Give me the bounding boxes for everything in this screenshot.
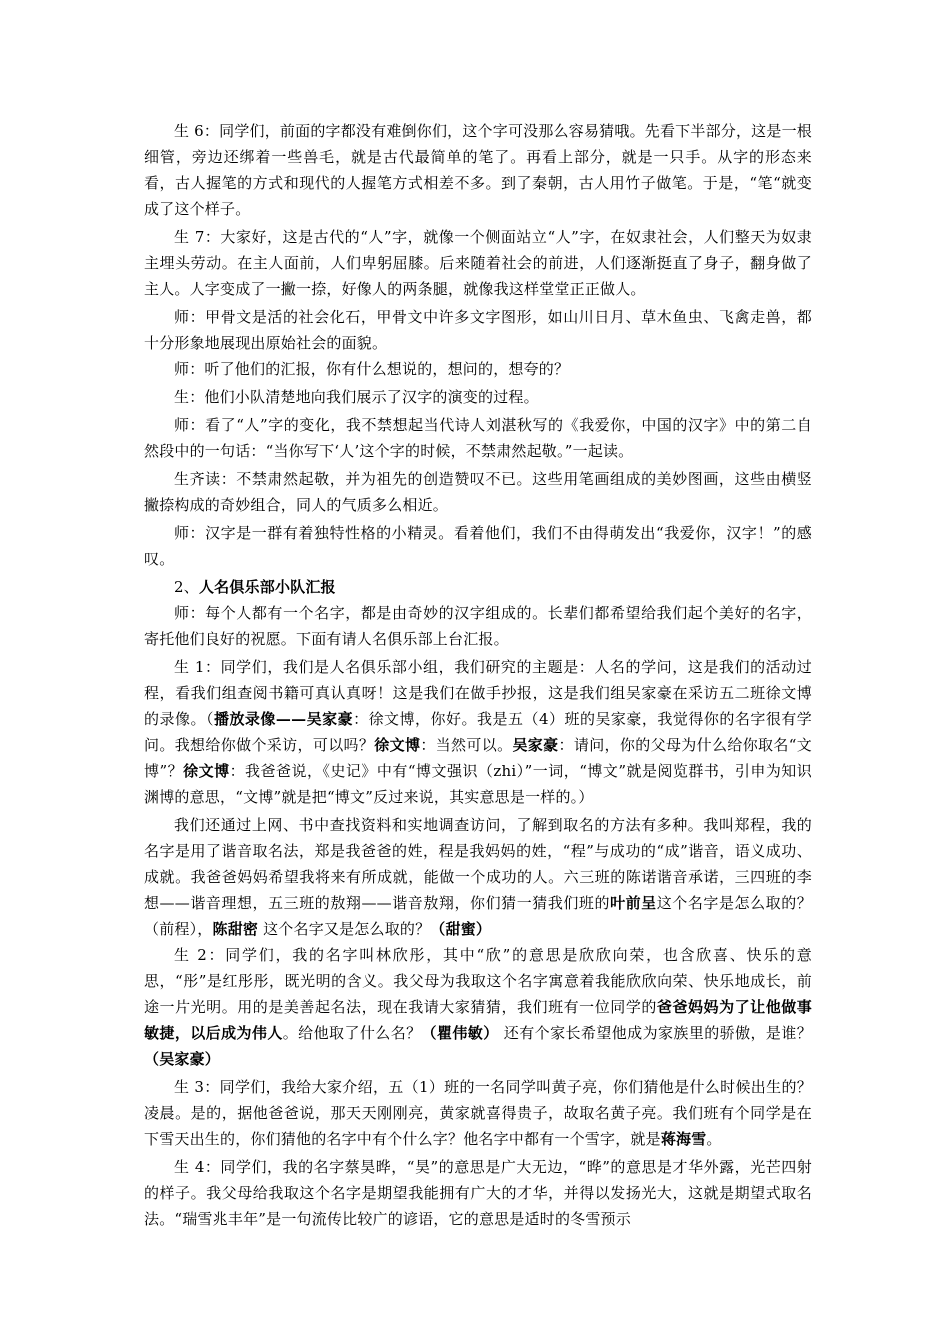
paragraph-teacher-oracle-bone: 师：甲骨文是活的社会化石，甲骨文中许多文字图形，如山川日月、草木鱼虫、飞禽走兽，都十分形象地展现出原始社会的面貌。 xyxy=(144,308,812,352)
paragraph-student1: 生 1：同学们，我们是人名俱乐部小组，我们研究的主题是：人名的学问，这是我们的活动过程，看我们组查阅书籍可真认真呀！这是我们在做手抄报，这是我们组吴家豪在采访五二班徐文博的录像。（播放录像——吴家豪：徐文博，你好。我是五（4）班的吴家豪，我觉得你的名字很有学问。我想给你做个采访，可以吗？徐文博：当然可以。吴家豪：请问，你的父母为什么给你取名“文博”？徐文博：我爸爸说，《史记》中有“博文强识（zhi）”一词，“博文”就是阅览群书，引申为知识渊博的意思，“文博”就是把“博文”反过来说，其实意思是一样的。） xyxy=(144,658,812,806)
section-title: 人名俱乐部小队汇报 xyxy=(198,578,336,596)
paragraph-naming-methods: 我们还通过上网、书中查找资料和实地调查访问，了解到取名的方法有多种。我叫郑程，我的名字是用了谐音取名法，郑是我爸爸的姓，程是我妈妈的姓，“程”与成功的“成”谐音，语义成功、成就。我爸爸妈妈希望我将来有所成就，能做一个成功的人。六三班的陈诺谐音承诺，三四班的李想——谐音理想，五三班的敖翔——谐音敖翔，你们猜一猜我们班的叶前呈这个名字是怎么取的？（前程），陈甜密 这个名字又是怎么取的？（甜蜜） xyxy=(144,816,812,938)
paragraph-student3: 生 3：同学们，我给大家介绍，五（1）班的一名同学叫黄子亮，你们猜他是什么时候出生的？凌晨。是的，据他爸爸说，那天天刚刚亮，黄家就喜得贵子，故取名黄子亮。我们班有个同学是在下雪天出生的，你们猜他的名字中有个什么字？他名字中都有一个雪字，就是蒋海雪。 xyxy=(144,1078,812,1148)
section-number: 2、 xyxy=(174,578,199,596)
paragraph-student-answer: 生：他们小队清楚地向我们展示了汉字的演变的过程。 xyxy=(174,388,539,406)
paragraph-teacher-question: 师：听了他们的汇报，你有什么想说的，想问的，想夸的？ xyxy=(174,360,570,378)
paragraph-teacher-sprites: 师：汉字是一群有着独特性格的小精灵。看着他们，我们不由得萌发出“我爱你，汉字！”的感叹。 xyxy=(144,524,812,568)
paragraph-read-aloud: 生齐读：不禁肃然起敬，并为祖先的创造赞叹不已。这些用笔画组成的美妙图画，这些由横竖撇捺构成的奇妙组合，同人的气质多么相近。 xyxy=(144,470,812,514)
paragraph-student6: 生 6：同学们，前面的字都没有难倒你们，这个字可没那么容易猜哦。先看下半部分，这是一根细管，旁边还绑着一些兽毛，就是古代最简单的笔了。再看上部分，就是一只手。从字的形态来看，古人握笔的方式和现代的人握笔方式相差不多。到了秦朝，古人用竹子做笔。于是，“笔“就变成了这个样子。 xyxy=(144,122,812,218)
paragraph-student4: 生 4：同学们，我的名字蔡昊晔，“昊”的意思是广大无边，“晔”的意思是才华外露，光芒四射的样子。我父母给我取这个名字是期望我能拥有广大的才华，并得以发扬光大，这就是期望式取名法。“瑞雪兆丰年”是一句流传比较广的谚语，它的意思是适时的冬雪预示 xyxy=(144,1158,812,1228)
section-heading xyxy=(144,574,812,600)
paragraph-teacher-names: 师：每个人都有一个名字，都是由奇妙的汉字组成的。长辈们都希望给我们起个美好的名字，寄托他们良好的祝愿。下面有请人名俱乐部上台汇报。 xyxy=(144,604,812,648)
document-page xyxy=(144,118,812,1232)
paragraph-student2: 生 2：同学们，我的名字叫林欣彤，其中“欣”的意思是欣欣向荣，也含欣喜、快乐的意思，“彤”是红彤彤，既光明的含义。我父母为我取这个名字寓意着我能欣欣向荣、快乐地成长，前途一片光明。用的是美善起名法，现在我请大家猜猜，我们班有一位同学的爸爸妈妈为了让他做事敏捷，以后成为伟人。给他取了什么名？（瞿伟敏） 还有个家长希望他成为家族里的骄傲，是谁？（吴家豪） xyxy=(144,946,812,1068)
paragraph-teacher-poem: 师：看了“人”字的变化，我不禁想起当代诗人刘湛秋写的《我爱你，中国的汉字》中的第二自然段中的一句话：“当你写下‘人’这个字的时候，不禁肃然起敬。”一起读。 xyxy=(144,416,812,460)
paragraph-student7: 生 7：大家好，这是古代的“人”字，就像一个侧面站立“人”字，在奴隶社会，人们整天为奴隶主埋头劳动。在主人面前，人们卑躬屈膝。后来随着社会的前进，人们逐渐挺直了身子，翻身做了主人。人字变成了一撇一捺，好像人的两条腿，就像我这样堂堂正正做人。 xyxy=(144,228,812,298)
